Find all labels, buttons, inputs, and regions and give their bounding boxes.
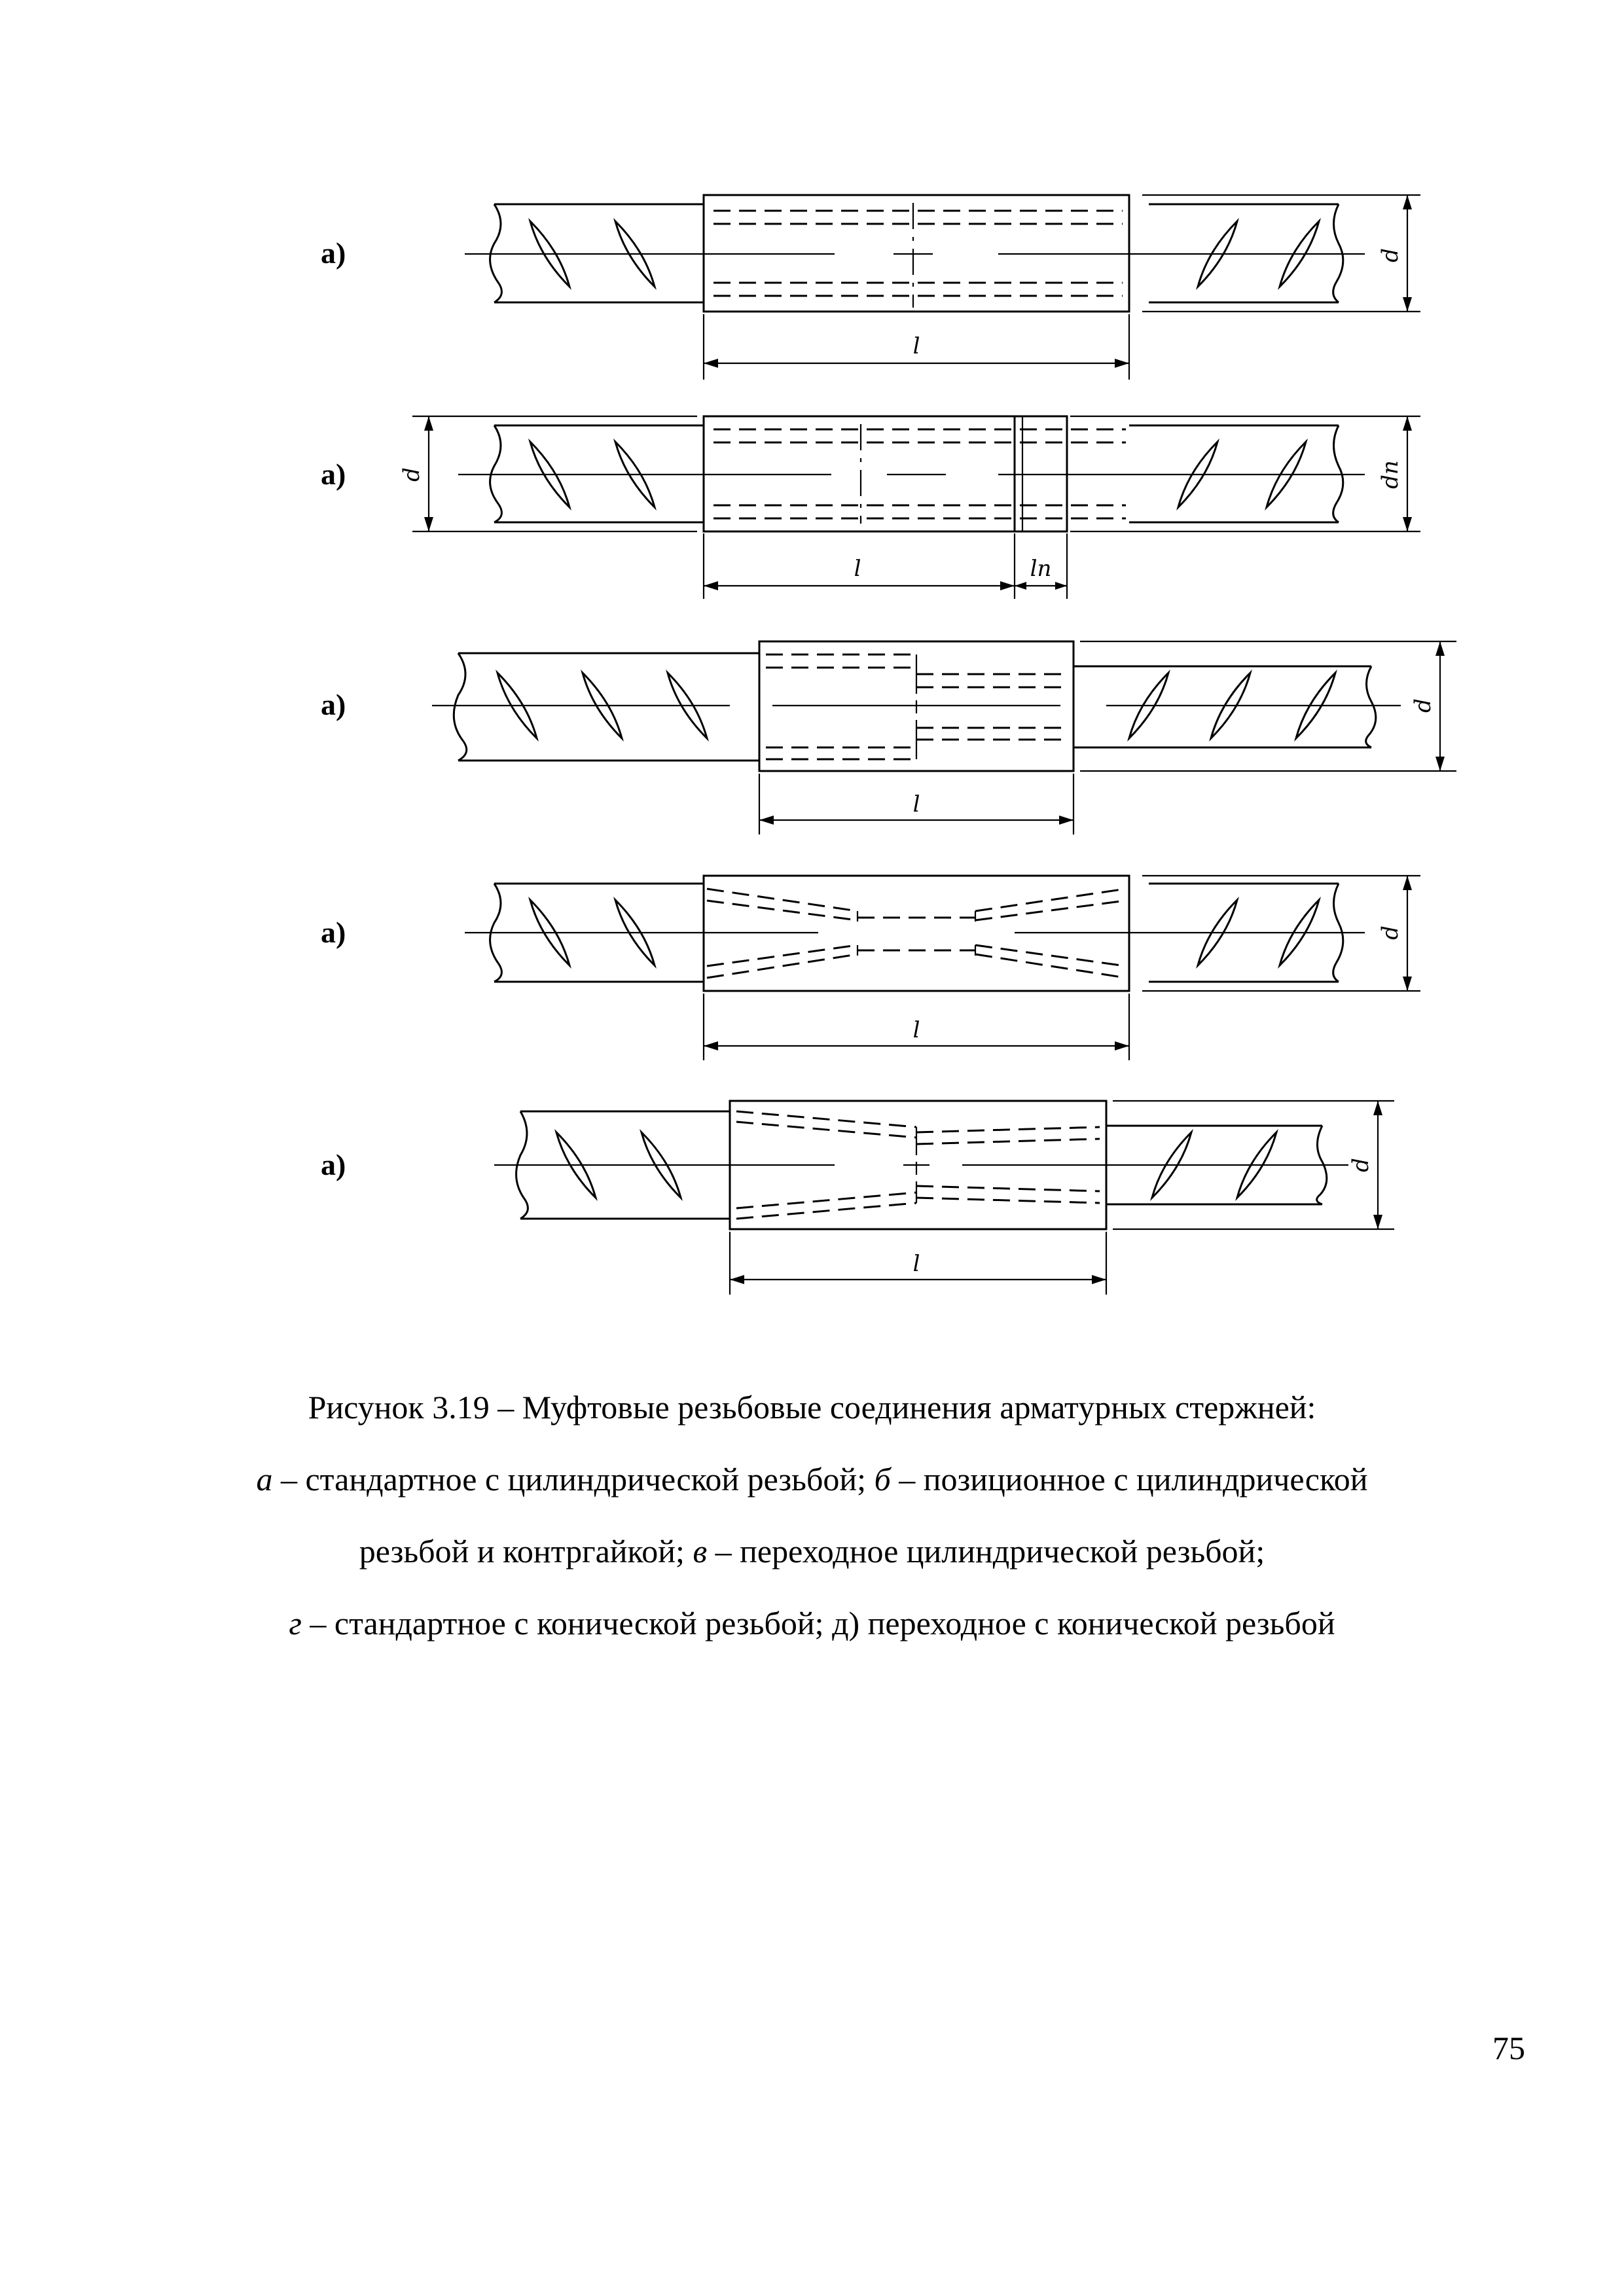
dim-d-label: d <box>1410 698 1436 713</box>
dim-d-label: d <box>1377 925 1403 940</box>
dim-l-label: l <box>912 333 920 359</box>
dim-l-label: l <box>854 556 861 582</box>
caption-line-4 <box>0 1587 1624 1659</box>
panel-b <box>321 416 1420 599</box>
caption-text-b-cont: резьбой и контргайкой; <box>359 1533 693 1570</box>
caption-line-2 <box>0 1443 1624 1515</box>
dim-l-label: l <box>912 1017 920 1043</box>
panel-v <box>321 641 1456 834</box>
caption-text-v: – переходное цилиндрической резьбой; <box>707 1533 1265 1570</box>
caption-letter-b: б <box>874 1461 891 1498</box>
dim-d-label: d <box>399 467 425 482</box>
page-number: 75 <box>1492 2030 1525 2066</box>
dim-ln-label: ln <box>1030 556 1052 582</box>
dim-d-label: d <box>1348 1158 1374 1172</box>
panel-label: а) <box>321 916 346 949</box>
figure-caption <box>0 1371 1624 1659</box>
dim-dn-label: dn <box>1377 460 1403 489</box>
dim-l-label: l <box>912 791 920 817</box>
caption-letter-a: а <box>256 1461 273 1498</box>
caption-text-a: – стандартное с цилиндрической резьбой; <box>272 1461 875 1498</box>
caption-line-3 <box>0 1515 1624 1587</box>
caption-text-g: – стандартное с конической резьбой; д) переходное с конической резьбой <box>301 1605 1335 1641</box>
panel-label: а) <box>321 688 346 721</box>
panel-a <box>321 195 1420 380</box>
caption-line-1: Рисунок 3.19 – Муфтовые резьбовые соединения арматурных стержней: <box>308 1389 1316 1426</box>
panel-label: а) <box>321 457 346 491</box>
panel-label: а) <box>321 1148 346 1181</box>
panel-d <box>321 1101 1394 1295</box>
dim-l-label: l <box>912 1251 920 1277</box>
panel-label: а) <box>321 236 346 270</box>
panel-g <box>321 876 1420 1060</box>
caption-letter-g: г <box>289 1605 302 1641</box>
caption-text-b: – позиционное с цилиндрической <box>890 1461 1368 1498</box>
dim-d-label: d <box>1377 248 1403 262</box>
caption-letter-v: в <box>693 1533 708 1570</box>
